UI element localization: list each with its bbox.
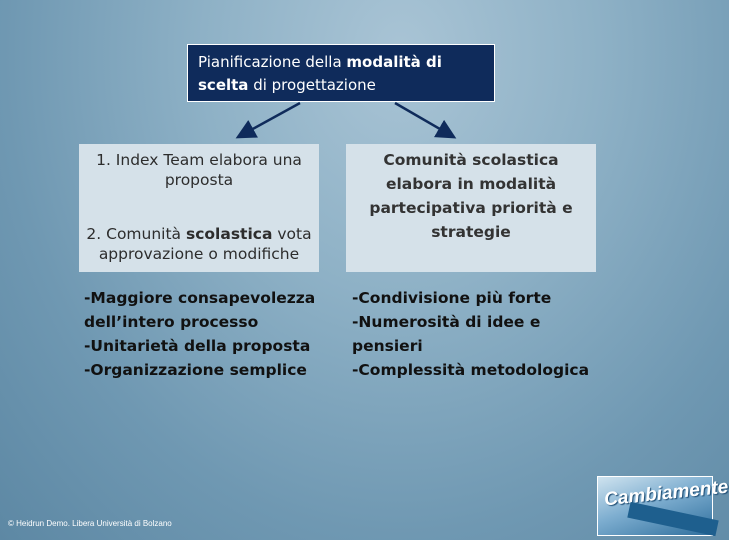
- title-text-2b: di progettazione: [248, 76, 376, 94]
- list-item: -Unitarietà della proposta: [84, 337, 311, 355]
- title-text-1a: Pianificazione della: [198, 53, 347, 71]
- left-panel-item-2a: 2. Comunità: [86, 225, 186, 243]
- left-panel-item-2b: scolastica: [185, 225, 273, 243]
- list-item: -Maggiore consapevolezza: [84, 289, 316, 307]
- left-panel: [79, 144, 319, 272]
- copyright-footer: © Heidrun Demo. Libera Università di Bolzano: [8, 519, 172, 528]
- cambiamente-logo: [597, 476, 729, 536]
- list-item: pensieri: [352, 337, 423, 355]
- list-item: -Organizzazione semplice: [84, 361, 307, 379]
- left-panel-item-2: [79, 224, 319, 264]
- list-item: dell’intero processo: [84, 313, 259, 331]
- right-list: [352, 286, 602, 382]
- title-text-1b: modalità di: [346, 53, 442, 71]
- right-panel-text: Comunità scolastica elabora in modalità partecipativa priorità e strategie: [369, 151, 573, 241]
- arrow-left: [240, 103, 300, 136]
- list-item: -Complessità metodologica: [352, 361, 590, 379]
- right-panel: [346, 144, 596, 272]
- street-sign-graphic: [627, 502, 718, 536]
- arrow-right: [395, 103, 452, 136]
- list-item: -Condivisione più forte: [352, 289, 552, 307]
- left-panel-item-1: 1. Index Team elabora una proposta: [96, 151, 302, 189]
- left-list: [84, 286, 324, 382]
- title-text-2a: scelta: [198, 76, 249, 94]
- logo-word: Cambiamente: [603, 476, 729, 511]
- list-item: -Numerosità di idee e: [352, 313, 541, 331]
- left-panel-item-2c: vota approvazione o modifiche: [98, 225, 312, 263]
